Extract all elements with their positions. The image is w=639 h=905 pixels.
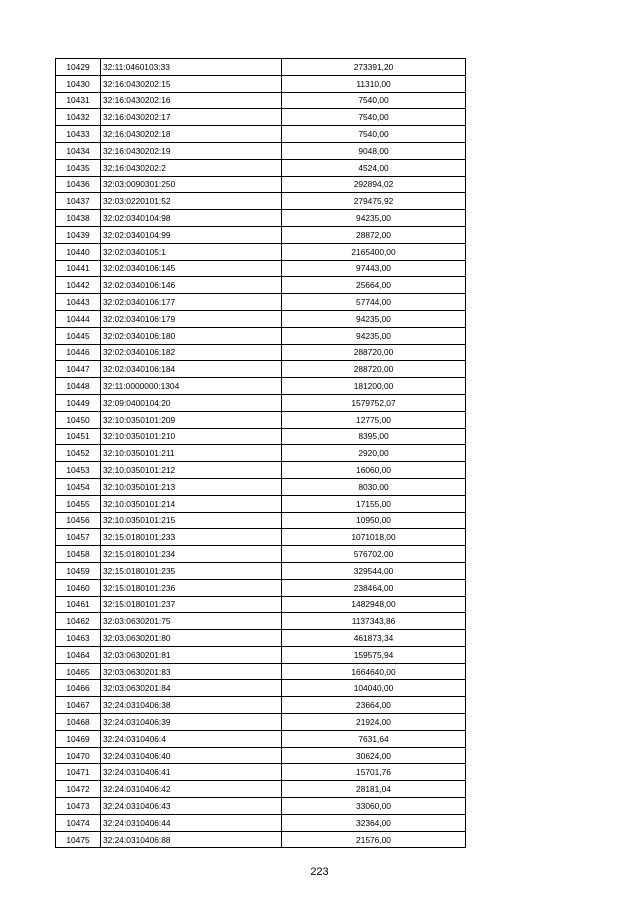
cadastral-number-cell: 32:03:0630201:81 — [101, 646, 282, 663]
value-cell: 30624,00 — [282, 747, 466, 764]
cadastral-number-cell: 32:03:0220101:52 — [101, 193, 282, 210]
row-number-cell: 10429 — [56, 59, 101, 76]
table-row — [56, 226, 466, 243]
table-row — [56, 75, 466, 92]
value-cell: 181200,00 — [282, 378, 466, 395]
table-row — [56, 327, 466, 344]
table-row — [56, 193, 466, 210]
cadastral-number-cell: 32:24:0310406:4 — [101, 730, 282, 747]
row-number-cell: 10436 — [56, 176, 101, 193]
value-cell: 16060,00 — [282, 462, 466, 479]
value-cell: 97443,00 — [282, 260, 466, 277]
row-number-cell: 10451 — [56, 428, 101, 445]
row-number-cell: 10442 — [56, 277, 101, 294]
table-row — [56, 361, 466, 378]
cadastral-number-cell: 32:24:0310406:39 — [101, 714, 282, 731]
table-row — [56, 579, 466, 596]
value-cell: 279475,92 — [282, 193, 466, 210]
cadastral-number-cell: 32:11:0000000:1304 — [101, 378, 282, 395]
row-number-cell: 10466 — [56, 680, 101, 697]
value-cell: 7540,00 — [282, 92, 466, 109]
cadastral-number-cell: 32:09:0400104:20 — [101, 394, 282, 411]
value-cell: 10950,00 — [282, 512, 466, 529]
row-number-cell: 10458 — [56, 546, 101, 563]
table-row — [56, 680, 466, 697]
table-row — [56, 344, 466, 361]
cadastral-number-cell: 32:02:0340106:179 — [101, 310, 282, 327]
row-number-cell: 10474 — [56, 814, 101, 831]
row-number-cell: 10432 — [56, 109, 101, 126]
cadastral-number-cell: 32:02:0340106:184 — [101, 361, 282, 378]
value-cell: 288720,00 — [282, 361, 466, 378]
row-number-cell: 10446 — [56, 344, 101, 361]
value-cell: 21924,00 — [282, 714, 466, 731]
table-row — [56, 428, 466, 445]
table-row — [56, 781, 466, 798]
table-row — [56, 243, 466, 260]
table-row — [56, 512, 466, 529]
value-cell: 238464,00 — [282, 579, 466, 596]
cadastral-number-cell: 32:02:0340106:146 — [101, 277, 282, 294]
cadastral-number-cell: 32:16:0430202:16 — [101, 92, 282, 109]
table-row — [56, 596, 466, 613]
cadastral-number-cell: 32:24:0310406:42 — [101, 781, 282, 798]
row-number-cell: 10452 — [56, 445, 101, 462]
value-cell: 1482948,00 — [282, 596, 466, 613]
value-cell: 2165400,00 — [282, 243, 466, 260]
value-cell: 28872,00 — [282, 226, 466, 243]
row-number-cell: 10461 — [56, 596, 101, 613]
value-cell: 8395,00 — [282, 428, 466, 445]
cadastral-number-cell: 32:16:0430202:2 — [101, 159, 282, 176]
table-row — [56, 764, 466, 781]
row-number-cell: 10454 — [56, 478, 101, 495]
cadastral-number-cell: 32:24:0310406:38 — [101, 697, 282, 714]
table-row — [56, 260, 466, 277]
cadastral-number-cell: 32:15:0180101:236 — [101, 579, 282, 596]
value-cell: 1579752,07 — [282, 394, 466, 411]
cadastral-number-cell: 32:02:0340106:177 — [101, 294, 282, 311]
row-number-cell: 10455 — [56, 495, 101, 512]
row-number-cell: 10465 — [56, 663, 101, 680]
value-cell: 15701,76 — [282, 764, 466, 781]
cadastral-number-cell: 32:24:0310406:40 — [101, 747, 282, 764]
table-row — [56, 92, 466, 109]
cadastral-number-cell: 32:15:0180101:235 — [101, 562, 282, 579]
cadastral-number-cell: 32:15:0180101:234 — [101, 546, 282, 563]
cadastral-number-cell: 32:02:0340104:99 — [101, 226, 282, 243]
value-cell: 7540,00 — [282, 126, 466, 143]
row-number-cell: 10431 — [56, 92, 101, 109]
table-row — [56, 630, 466, 647]
table-row — [56, 109, 466, 126]
cadastral-number-cell: 32:11:0460103:33 — [101, 59, 282, 76]
cadastral-number-cell: 32:10:0350101:214 — [101, 495, 282, 512]
value-cell: 104040,00 — [282, 680, 466, 697]
row-number-cell: 10449 — [56, 394, 101, 411]
row-number-cell: 10463 — [56, 630, 101, 647]
table-row — [56, 310, 466, 327]
value-cell: 11310,00 — [282, 75, 466, 92]
row-number-cell: 10437 — [56, 193, 101, 210]
table-row — [56, 294, 466, 311]
cadastral-number-cell: 32:02:0340106:145 — [101, 260, 282, 277]
cadastral-number-cell: 32:03:0630201:75 — [101, 613, 282, 630]
row-number-cell: 10433 — [56, 126, 101, 143]
value-cell: 28181,04 — [282, 781, 466, 798]
table-row — [56, 562, 466, 579]
row-number-cell: 10445 — [56, 327, 101, 344]
row-number-cell: 10450 — [56, 411, 101, 428]
cadastral-number-cell: 32:24:0310406:41 — [101, 764, 282, 781]
row-number-cell: 10447 — [56, 361, 101, 378]
table-row — [56, 378, 466, 395]
cadastral-number-cell: 32:03:0090301:250 — [101, 176, 282, 193]
table-row — [56, 59, 466, 76]
value-cell: 1137343,86 — [282, 613, 466, 630]
row-number-cell: 10472 — [56, 781, 101, 798]
cadastral-number-cell: 32:03:0630201:80 — [101, 630, 282, 647]
value-cell: 8030,00 — [282, 478, 466, 495]
cadastral-number-cell: 32:02:0340106:180 — [101, 327, 282, 344]
row-number-cell: 10468 — [56, 714, 101, 731]
table-row — [56, 142, 466, 159]
row-number-cell: 10430 — [56, 75, 101, 92]
value-cell: 21576,00 — [282, 831, 466, 848]
row-number-cell: 10443 — [56, 294, 101, 311]
value-cell: 23664,00 — [282, 697, 466, 714]
cadastral-number-cell: 32:10:0350101:215 — [101, 512, 282, 529]
value-cell: 7540,00 — [282, 109, 466, 126]
row-number-cell: 10471 — [56, 764, 101, 781]
value-cell: 292894,02 — [282, 176, 466, 193]
table-row — [56, 814, 466, 831]
cadastral-number-cell: 32:15:0180101:233 — [101, 529, 282, 546]
row-number-cell: 10444 — [56, 310, 101, 327]
value-cell: 94235,00 — [282, 327, 466, 344]
table-row — [56, 697, 466, 714]
row-number-cell: 10475 — [56, 831, 101, 848]
table-row — [56, 613, 466, 630]
value-cell: 7631,64 — [282, 730, 466, 747]
table-row — [56, 462, 466, 479]
table-row — [56, 478, 466, 495]
cadastral-number-cell: 32:02:0340105:1 — [101, 243, 282, 260]
table-row — [56, 831, 466, 848]
row-number-cell: 10457 — [56, 529, 101, 546]
table-row — [56, 176, 466, 193]
row-number-cell: 10469 — [56, 730, 101, 747]
row-number-cell: 10448 — [56, 378, 101, 395]
value-cell: 329544,00 — [282, 562, 466, 579]
table-row — [56, 495, 466, 512]
row-number-cell: 10440 — [56, 243, 101, 260]
cadastral-value-table — [55, 58, 466, 848]
row-number-cell: 10435 — [56, 159, 101, 176]
value-cell: 25664,00 — [282, 277, 466, 294]
row-number-cell: 10464 — [56, 646, 101, 663]
table-row — [56, 529, 466, 546]
table-row — [56, 663, 466, 680]
value-cell: 1071018,00 — [282, 529, 466, 546]
value-cell: 2920,00 — [282, 445, 466, 462]
table-row — [56, 394, 466, 411]
cadastral-number-cell: 32:16:0430202:19 — [101, 142, 282, 159]
cadastral-number-cell: 32:03:0630201:83 — [101, 663, 282, 680]
table-row — [56, 277, 466, 294]
cadastral-number-cell: 32:10:0350101:211 — [101, 445, 282, 462]
row-number-cell: 10441 — [56, 260, 101, 277]
cadastral-number-cell: 32:02:0340104:98 — [101, 210, 282, 227]
value-cell: 9048,00 — [282, 142, 466, 159]
row-number-cell: 10460 — [56, 579, 101, 596]
table-row — [56, 646, 466, 663]
row-number-cell: 10434 — [56, 142, 101, 159]
row-number-cell: 10467 — [56, 697, 101, 714]
row-number-cell: 10453 — [56, 462, 101, 479]
value-cell: 94235,00 — [282, 310, 466, 327]
value-cell: 94235,00 — [282, 210, 466, 227]
cadastral-number-cell: 32:15:0180101:237 — [101, 596, 282, 613]
table-row — [56, 747, 466, 764]
table-row — [56, 210, 466, 227]
value-cell: 159575,94 — [282, 646, 466, 663]
cadastral-number-cell: 32:02:0340106:182 — [101, 344, 282, 361]
value-cell: 12775,00 — [282, 411, 466, 428]
table-row — [56, 126, 466, 143]
cadastral-number-cell: 32:16:0430202:18 — [101, 126, 282, 143]
value-cell: 4524,00 — [282, 159, 466, 176]
value-cell: 1664640,00 — [282, 663, 466, 680]
value-cell: 17155,00 — [282, 495, 466, 512]
table-row — [56, 445, 466, 462]
cadastral-number-cell: 32:10:0350101:213 — [101, 478, 282, 495]
cadastral-number-cell: 32:10:0350101:212 — [101, 462, 282, 479]
value-cell: 288720,00 — [282, 344, 466, 361]
cadastral-number-cell: 32:16:0430202:17 — [101, 109, 282, 126]
table-row — [56, 730, 466, 747]
table-row — [56, 546, 466, 563]
row-number-cell: 10462 — [56, 613, 101, 630]
cadastral-number-cell: 32:24:0310406:88 — [101, 831, 282, 848]
value-cell: 576702,00 — [282, 546, 466, 563]
table-row — [56, 714, 466, 731]
table-row — [56, 159, 466, 176]
value-cell: 461873,34 — [282, 630, 466, 647]
row-number-cell: 10439 — [56, 226, 101, 243]
cadastral-number-cell: 32:16:0430202:15 — [101, 75, 282, 92]
value-cell: 33060,00 — [282, 798, 466, 815]
row-number-cell: 10459 — [56, 562, 101, 579]
cadastral-number-cell: 32:03:0630201:84 — [101, 680, 282, 697]
row-number-cell: 10473 — [56, 798, 101, 815]
value-cell: 57744,00 — [282, 294, 466, 311]
row-number-cell: 10456 — [56, 512, 101, 529]
cadastral-number-cell: 32:24:0310406:43 — [101, 798, 282, 815]
row-number-cell: 10470 — [56, 747, 101, 764]
value-cell: 32364,00 — [282, 814, 466, 831]
table-row — [56, 411, 466, 428]
page-number: 223 — [310, 866, 329, 878]
table-row — [56, 798, 466, 815]
cadastral-number-cell: 32:10:0350101:209 — [101, 411, 282, 428]
cadastral-number-cell: 32:10:0350101:210 — [101, 428, 282, 445]
value-cell: 273391,20 — [282, 59, 466, 76]
row-number-cell: 10438 — [56, 210, 101, 227]
cadastral-number-cell: 32:24:0310406:44 — [101, 814, 282, 831]
table-body — [56, 59, 466, 848]
